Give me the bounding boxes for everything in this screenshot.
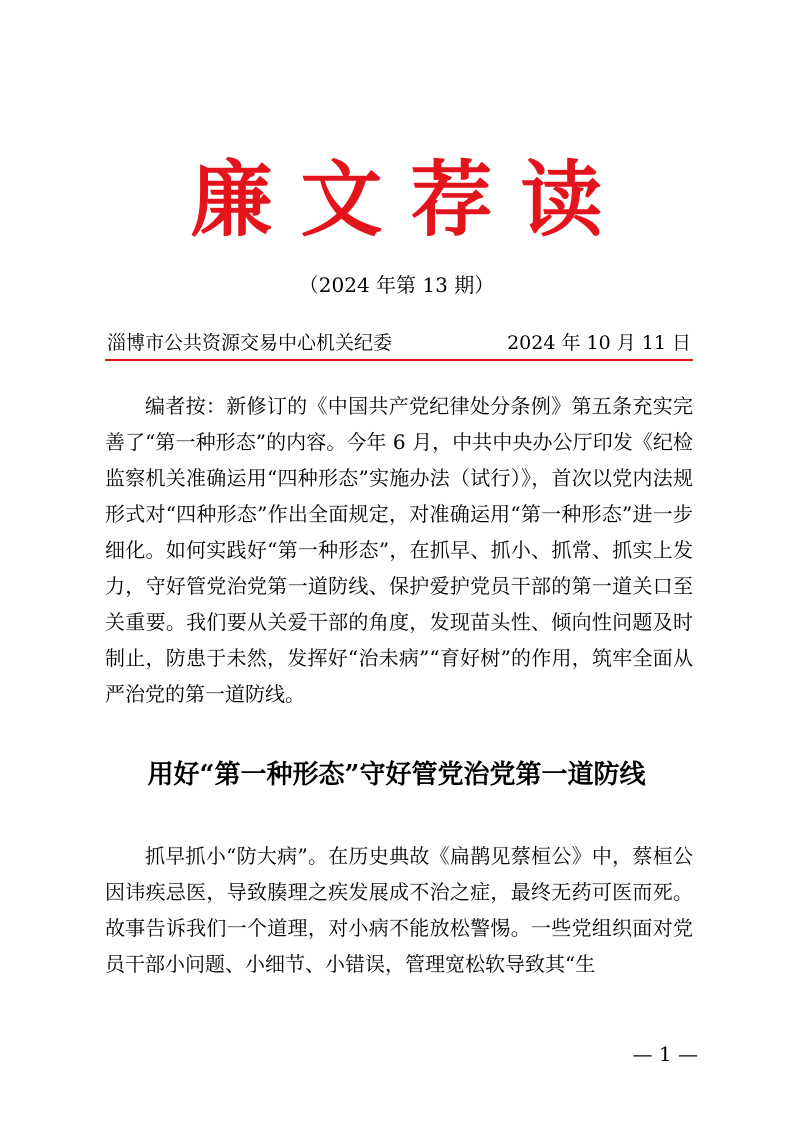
header-divider — [105, 359, 693, 361]
page-number: — 1 — — [632, 1042, 698, 1066]
issue-number: （2024 年第 13 期） — [298, 273, 495, 297]
article-title: 用好“第一种形态”守好管党治党第一道防线 — [147, 760, 646, 790]
header-info-row — [105, 328, 693, 358]
issuing-organization: 淄博市公共资源交易中心机关纪委 — [107, 332, 393, 354]
issue-date: 2024 年 10 月 11 日 — [507, 332, 691, 354]
masthead-title: 廉文荐读 — [190, 152, 631, 248]
editor-note: 编者按：新修订的《中国共产党纪律处分条例》第五条充实完善了“第一种形态”的内容。今年 6 月，中共中央办公厅印发《纪检监察机关准确运用“四种形态”实施办法（试行）》，首次以党内法规形式对“四种形态”作出全面规定，对准确运用“第一种形态”进一步细化。如何实践好“第一种形态”，在抓早、抓小、抓常、抓实上发力，守好管党治党第一道防线、保护爱护党员干部的第一道关口至关重要。我们要从关爱干部的角度，发现苗头性、倾向性问题及时制止，防患于未然，发挥好“治未病”“育好树”的作用，筑牢全面从严治党的第一道防线。 — [105, 394, 693, 706]
article-body-paragraph: 抓早抓小“防大病”。在历史典故《扁鹊见蔡桓公》中，蔡桓公因讳疾忌医，导致腠理之疾发展成不治之症，最终无药可医而死。故事告诉我们一个道理，对小病不能放松警惕。一些党组织面对党员干部小问题、小细节、小错误，管理宽松软导致其“生 — [105, 844, 693, 976]
